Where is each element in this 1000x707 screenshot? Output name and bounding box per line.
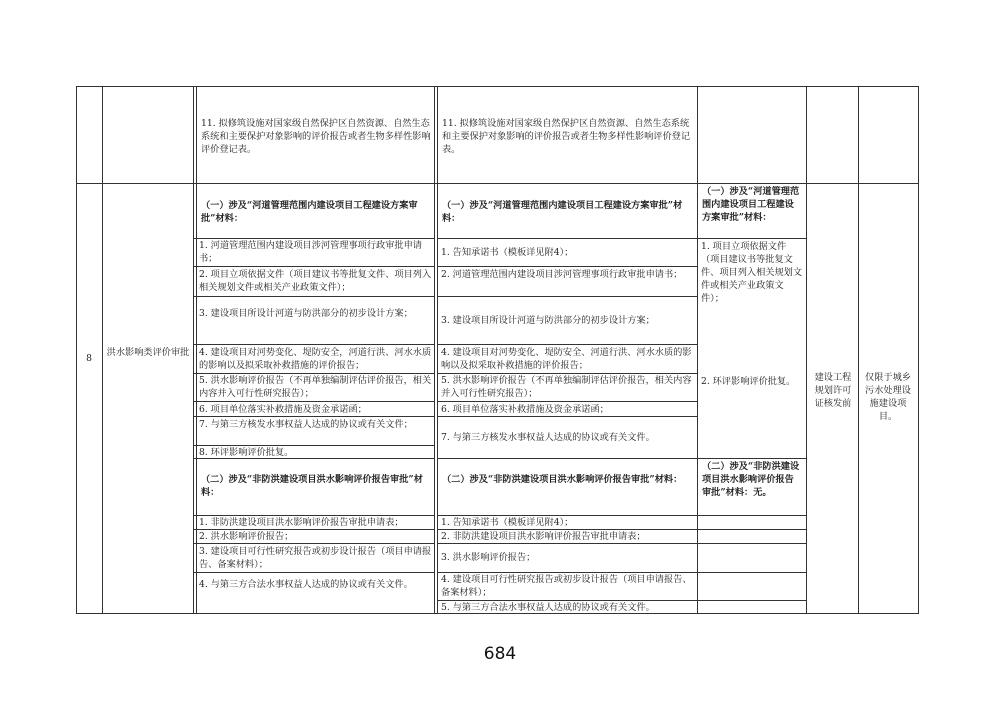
timing-cell: 建设工程规划许可证核发前 (814, 372, 852, 409)
material-item: 3. 洪水影响评价报告； (441, 552, 536, 563)
col-border (806, 86, 807, 614)
cell-border (437, 238, 697, 239)
col-border (196, 86, 197, 614)
col-border (437, 86, 438, 614)
material-item: 2. 项目立项依据文件（项目建议书等批复文件、项目列入相关规划文件或相关产业政策文件）； (199, 269, 432, 293)
row-number: 8 (86, 353, 92, 364)
cell-border (697, 238, 806, 239)
cell-border (697, 458, 806, 459)
material-item: 2. 环评影响评价批复。 (701, 376, 796, 387)
material-item: 5. 洪水影响评价报告（不再单独编制评估评价报告，相关内容并入可行性研究报告）； (199, 375, 432, 399)
table-right-border (918, 86, 919, 614)
cell-border (437, 344, 697, 345)
material-item: 1. 告知承诺书（模板详见附4）； (441, 517, 574, 528)
col-border (697, 86, 698, 614)
material-item: 2. 洪水影响评价报告； (199, 531, 294, 542)
section-heading: （二）涉及“非防洪建设项目洪水影响评价报告审批”材料： (201, 474, 423, 498)
cell-border (437, 266, 697, 267)
material-item: 3. 建设项目所设计河道与防洪部分的初步设计方案； (441, 315, 655, 326)
col-border (858, 86, 859, 614)
cell-border (194, 344, 434, 345)
col-border (102, 86, 103, 614)
material-item: 1. 告知承诺书（模板详见附4）； (441, 247, 574, 258)
cell-border (437, 296, 697, 297)
material-item: 2. 河道管理范围内建设项目涉河管理事项行政审批申请书； (441, 269, 683, 280)
cell-border (437, 458, 697, 459)
cell-border (194, 572, 434, 573)
cell-border (437, 401, 697, 402)
material-item: 6. 项目单位落实补救措施及资金承诺函； (441, 404, 609, 415)
table-left-border (76, 86, 77, 614)
cell-border (697, 543, 806, 544)
row-divider (76, 183, 918, 184)
section-heading: （一）涉及“河道管理范围内建设项目工程建设方案审批”材料： (702, 186, 800, 223)
section-heading: （二）涉及“非防洪建设项目洪水影响评价报告审批”材料： (442, 474, 683, 485)
material-item: 1. 非防洪建设项目洪水影响评价报告审批申请表； (199, 517, 404, 528)
cell-border (437, 543, 697, 544)
material-item: 4. 建设项目对河势变化、堤防安全，河道行洪、河水水质的影响以及拟采取补救措施的评价报告； (199, 347, 432, 371)
cell-border (194, 266, 434, 267)
cell-border (697, 600, 806, 601)
section-heading: （二）涉及“非防洪建设项目洪水影响评价报告审批”材料：无。 (702, 461, 800, 498)
material-item: 11. 拟修筑设施对国家级自然保护区自然资源、自然生态系统和主要保护对象影响的评价报告或者生物多样性影响评价登记表。 (442, 118, 691, 155)
cell-border (697, 515, 806, 516)
item-name: 洪水影响类评价审批 (106, 347, 190, 358)
col-border (193, 86, 194, 614)
page-number: 684 (483, 644, 517, 664)
material-item: 5. 洪水影响评价报告（不再单独编制评估评价报告，相关内容并入可行性研究报告）； (441, 375, 692, 399)
cell-border (194, 543, 434, 544)
material-item: 11. 拟修筑设施对国家级自然保护区自然资源、自然生态系统和主要保护对象影响的评价报告或者生物多样性影响评价登记表。 (201, 118, 431, 155)
cell-border (697, 529, 806, 530)
material-item: 4. 建设项目可行性研究报告或初步设计报告（项目申请报告、备案材料）； (441, 574, 692, 598)
material-item: 1. 项目立项依据文件（项目建议书等批复文件、项目列入相关规划文件或相关产业政策文件）； (701, 241, 803, 304)
material-item: 1. 河道管理范围内建设项目涉河管理事项行政审批申请书； (199, 240, 422, 264)
cell-border (194, 401, 434, 402)
material-item: 2. 非防洪建设项目洪水影响评价报告审批申请表； (441, 531, 646, 542)
material-item: 7. 与第三方核发水事权益人达成的协议或有关文件。 (441, 432, 655, 443)
material-item: 3. 建设项目可行性研究报告或初步设计报告（项目申请报告、备案材料）； (199, 546, 432, 570)
table-top-border (76, 86, 918, 87)
col-border (434, 86, 435, 614)
material-item: 4. 建设项目对河势变化、堤防安全、河道行洪、河水水质的影响以及拟采取补救措施的评价报告； (441, 347, 692, 371)
cell-border (697, 572, 806, 573)
material-item: 8. 环评影响评价批复。 (199, 447, 294, 458)
material-item: 6. 项目单位落实补救措施及资金承诺函； (199, 404, 367, 415)
material-item: 4. 与第三方合法水事权益人达成的协议或有关文件。 (199, 579, 413, 590)
cell-border (437, 416, 697, 417)
cell-border (194, 416, 434, 417)
material-item: 5. 与第三方合法水事权益人达成的协议或有关文件。 (441, 602, 655, 613)
material-item: 7. 与第三方核发水事权益人达成的协议或有关文件； (199, 419, 413, 430)
cell-border (194, 296, 434, 297)
section-heading: （一）涉及“河道管理范围内建设项目工程建设方案审批”材料： (201, 200, 418, 224)
note-cell: 仅限于城乡污水处理设施建设项目。 (865, 372, 911, 422)
section-heading: （一）涉及“河道管理范围内建设项目工程建设方案审批”材料： (442, 200, 683, 224)
material-item: 3. 建设项目所设计河道与防洪部分的初步设计方案； (199, 308, 413, 319)
